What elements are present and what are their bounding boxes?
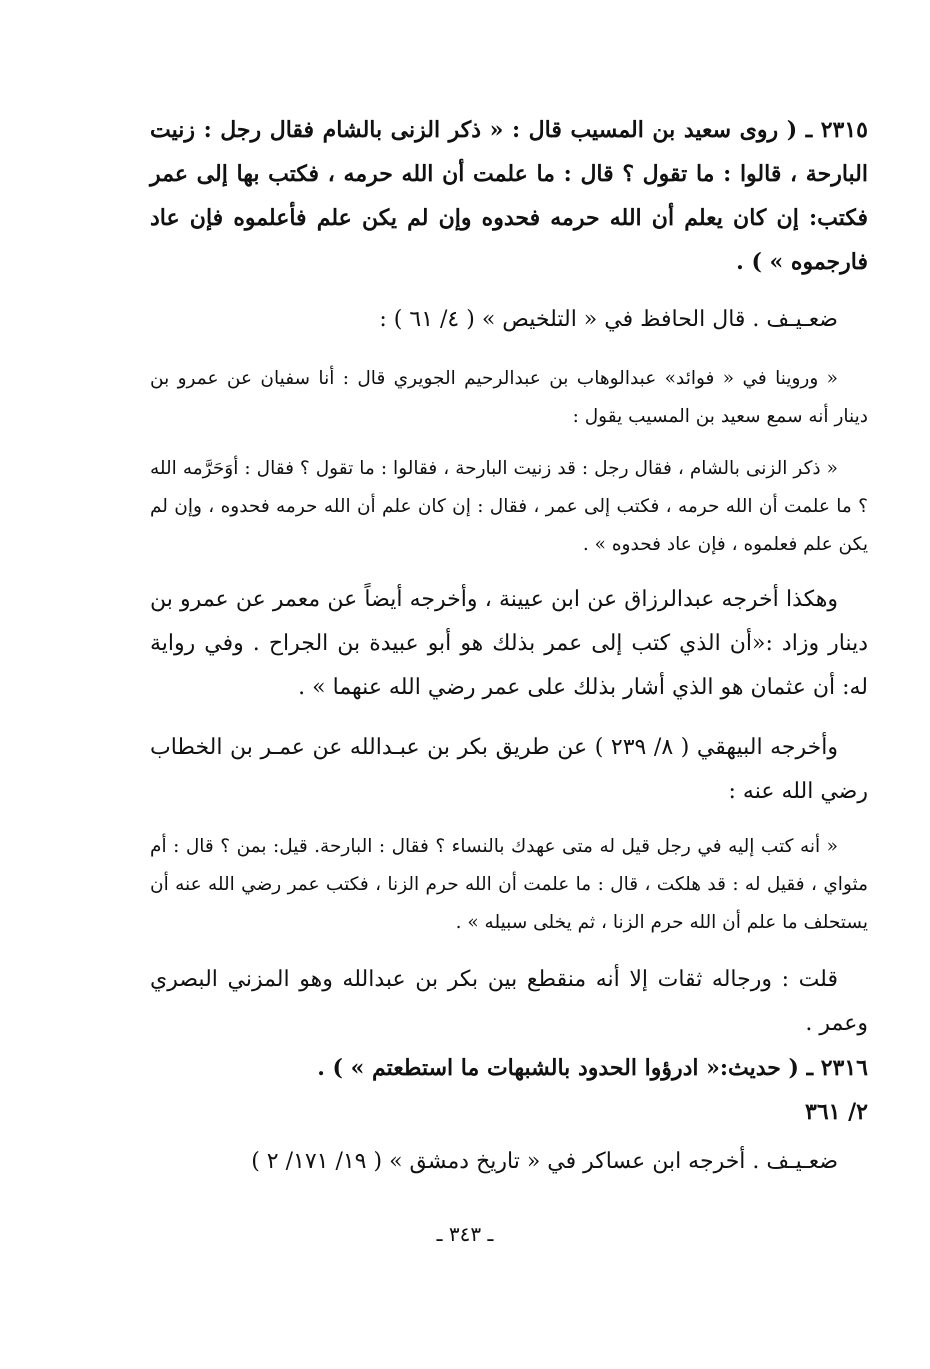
hadith-2315-text: ٢٣١٥ ـ ( روى سعيد بن المسيب قال : « ذكر الزنى بالشام فقال رجل : زنيت البارحة ، قالوا : ما تقول ؟ قال : ما علمت أن الله حرمه ، فكتب بها إلى عمر فكتب: إن كان يعلم أن الله حرمه فحدوه وإن لم يكن علم فأعلموه فإن عاد فارجموه » ) . bbox=[150, 117, 868, 275]
quote-fawaid-isnad: « وروينا في « فوائد» عبدالوهاب بن عبدالرحيم الجويري قال : أنا سفيان عن عمرو بن دينار أنه سمع سعيد بن المسيب يقول : bbox=[150, 368, 868, 427]
bayhaqi-quote: « أنه كتب إليه في رجل قيل له متى عهدك بالنساء ؟ فقال : البارحة. قيل: بمن ؟ قال : أم مثواي ، فقيل له : قد هلكت ، قال : ما علمت أن الله حرم الزنا ، فكتب عمر رضي الله عنه أن يستحلف ما علم أن الله حرم الزنا ، ثم يخلى سبيله » . bbox=[150, 836, 868, 933]
quote-fawaid-text: « ذكر الزنى بالشام ، فقال رجل : قد زنيت البارحة ، فقالوا : ما تقول ؟ فقال : أوَحَرَّمه الله ؟ ما علمت أن الله حرمه ، فكتب إلى عمر ، فقال : إن كان علم أن الله حرمه فحدوه ، وإن لم يكن علم فعلموه ، فإن عاد فحدوه » . bbox=[150, 458, 868, 555]
bayhaqi-note: وأخرجه البيهقي ( ٨/ ٢٣٩ ) عن طريق بكر بن عبـدالله عن عمـر بن الخطاب رضي الله عنه : bbox=[150, 735, 868, 804]
source-reference: ٢/ ٣٦١ bbox=[805, 1099, 868, 1125]
text-column bbox=[150, 108, 868, 1184]
author-comment: قلت : ورجاله ثقات إلا أنه منقطع بين بكر بن عبدالله وهو المزني البصري وعمر . bbox=[150, 967, 868, 1036]
hadith-2315-grade: ضعـيـف . قال الحافظ في « التلخيص » ( ٤/ ٦١ ) : bbox=[379, 307, 838, 332]
page-number: ـ ٣٤٣ ـ bbox=[436, 1222, 494, 1246]
hadith-2316-grade: ضعـيـف . أخرجه ابن عساكر في « تاريخ دمشق » ( ١٩/ ١٧١/ ٢ ) bbox=[251, 1149, 838, 1174]
hadith-2316-text: ٢٣١٦ ـ ( حديث:« ادرؤوا الحدود بالشبهات ما استطعتم » ) . bbox=[317, 1055, 868, 1081]
abdulrazzaq-note: وهكذا أخرجه عبدالرزاق عن ابن عيينة ، وأخرجه أيضاً عن معمر عن عمرو بن دينار وزاد :«أن الذي كتب إلى عمر بذلك هو أبو عبيدة بن الجراح . وفي رواية له: أن عثمان هو الذي أشار بذلك على عمر رضي الله عنهما » . bbox=[150, 587, 868, 700]
